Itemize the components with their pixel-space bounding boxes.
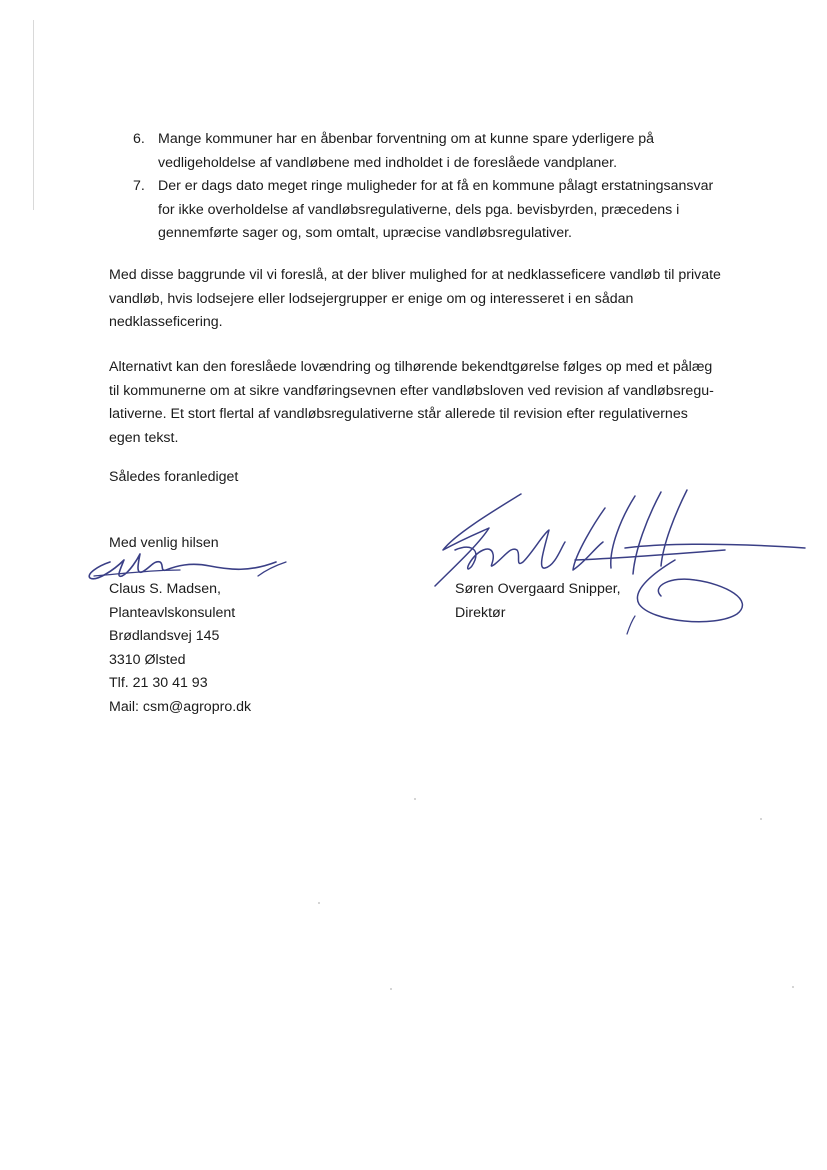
scan-speck <box>792 986 794 988</box>
left-signatory-block <box>109 578 251 719</box>
scan-speck <box>760 818 762 820</box>
list-item <box>109 128 749 175</box>
paragraph-line: Med disse baggrunde vil vi foreslå, at der bliver mulighed for at nedklasseficere vandløb til private <box>109 267 721 283</box>
signatory-name: Søren Overgaard Snipper, <box>455 581 621 597</box>
paragraph-line: lativerne. Et stort flertal af vandløbsregulativerne står allerede til revision efter regulativernes <box>109 406 688 422</box>
signatory-phone: Tlf. 21 30 41 93 <box>109 675 208 691</box>
left-handwritten-signature <box>80 540 300 590</box>
signatory-street: Brødlandsvej 145 <box>109 628 220 644</box>
signatory-title: Direktør <box>455 604 506 621</box>
greeting-line: Med venlig hilsen <box>109 535 219 551</box>
list-item-line: vedligeholdelse af vandløbene med indholdet i de foreslåede vandplaner. <box>158 154 618 171</box>
list-item-line: gennemførte sager og, som omtalt, upræcise vandløbsregulativer. <box>158 225 572 241</box>
paragraph-line: til kommunerne om at sikre vandføringsevnen efter vandløbsloven ved revision af vandløbsregu- <box>109 382 714 399</box>
paragraph-line: egen tekst. <box>109 429 179 446</box>
scan-speck <box>414 798 416 800</box>
signatory-title: Planteavlskonsulent <box>109 604 236 621</box>
list-item-number: 6. <box>133 131 145 147</box>
signatory-email: Mail: csm@agropro.dk <box>109 698 252 715</box>
scan-margin-line <box>33 20 34 210</box>
alternative-paragraph <box>109 356 749 450</box>
list-item-line: Der er dags dato meget ringe muligheder for at få en kommune pålagt erstatningsansvar <box>158 178 714 194</box>
paragraph-line: vandløb, hvis lodsejere eller lodsejergrupper er enige om og interesseret i en sådan <box>109 290 634 307</box>
signatory-name: Claus S. Madsen, <box>109 581 221 597</box>
list-item-line: for ikke overholdelse af vandløbsregulativerne, dels pga. bevisbyrden, præcedens i <box>158 201 680 218</box>
paragraph-line: Alternativt kan den foreslåede lovændring og tilhørende bekendtgørelse følges op med et pålæg <box>109 359 713 375</box>
numbered-list <box>109 128 749 246</box>
paragraph-line: nedklasseficering. <box>109 314 223 330</box>
scan-speck <box>318 902 320 904</box>
list-item <box>109 175 749 246</box>
right-handwritten-signature <box>425 488 815 638</box>
scan-speck <box>390 988 392 990</box>
signatory-city: 3310 Ølsted <box>109 651 186 668</box>
closing-line: Således foranlediget <box>109 469 239 485</box>
list-item-line: Mange kommuner har en åbenbar forventning om at kunne spare yderligere på <box>158 131 655 147</box>
list-item-number: 7. <box>133 178 145 194</box>
proposal-paragraph <box>109 264 749 335</box>
